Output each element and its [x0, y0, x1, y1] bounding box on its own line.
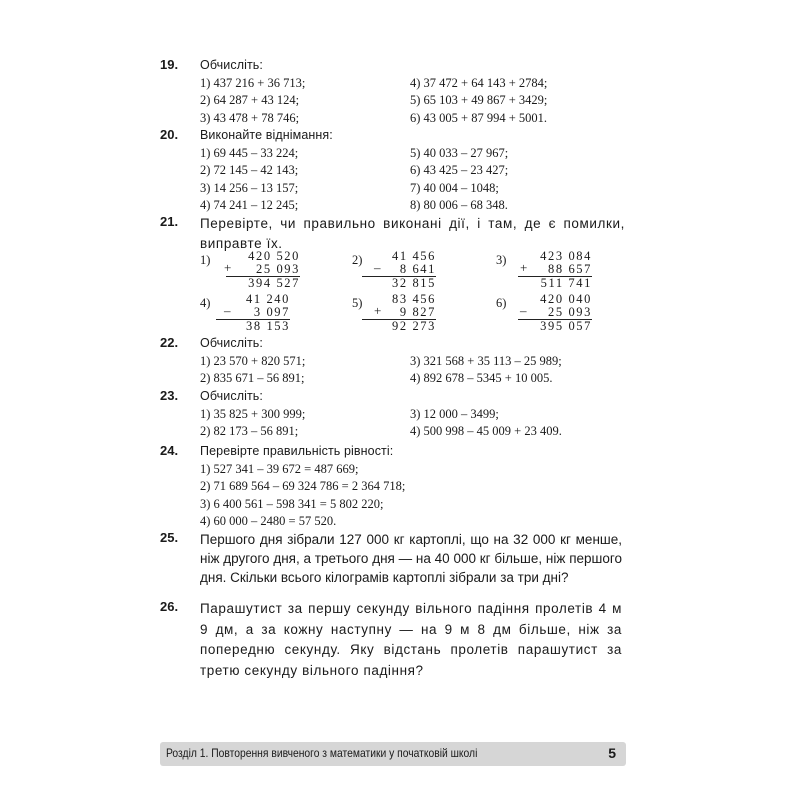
task-item: 1) 35 825 + 300 999; [200, 406, 306, 421]
operand-bottom: 88 657 [518, 263, 592, 277]
task-item: 7) 40 004 – 1048; [410, 180, 499, 195]
task-title: Обчисліть: [200, 58, 263, 72]
task-item: 3) 6 400 561 – 598 341 = 5 802 220; [200, 496, 384, 511]
operand-bottom: 25 093 [518, 306, 592, 320]
task-text: Парашутист за першу секунду вільного падіння пролетів 4 м 9 дм, а за кожну наступну — на 9 м 8 дм більше, ніж за попередню секунду. Яку відстань пролетів парашутист за третю секунду вільного падіння? [200, 601, 622, 678]
task-number: 20. [160, 127, 179, 142]
task-item: 2) 71 689 564 – 69 324 786 = 2 364 718; [200, 479, 406, 493]
operand-bottom: 9 827 [362, 306, 436, 320]
task-number: 26. [160, 599, 179, 614]
item-label: 5) [352, 296, 363, 310]
task-title: Виконайте віднімання: [200, 128, 333, 142]
task-item: 4) 500 998 – 45 009 + 23 409. [410, 424, 562, 438]
section-title: Розділ 1. Повторення вивченого з математики у початковій школі [166, 746, 478, 760]
task-number: 24. [160, 443, 179, 458]
task-item: 1) 23 570 + 820 571; [200, 353, 306, 368]
result: 38 153 [246, 319, 290, 333]
item-label: 4) [200, 296, 211, 310]
task-item: 1) 437 216 + 36 713; [200, 75, 306, 90]
operation-sign: + [224, 260, 232, 275]
operation-sign: + [374, 303, 382, 318]
task-20 [160, 127, 630, 215]
task-title: Обчисліть: [200, 336, 263, 350]
task-item: 8) 80 006 – 68 348. [410, 198, 508, 212]
result: 511 741 [540, 276, 592, 290]
operand-top: 41 240 [246, 292, 290, 306]
task-item: 2) 64 287 + 43 124; [200, 93, 300, 107]
task-number: 23. [160, 388, 179, 403]
task-item: 3) 12 000 – 3499; [410, 406, 499, 421]
task-25 [160, 530, 630, 587]
operation-sign: – [374, 260, 381, 275]
task-number: 21. [160, 214, 179, 229]
page-footer [160, 742, 626, 766]
task-26 [160, 599, 630, 681]
task-item: 4) 37 472 + 64 143 + 2784; [410, 75, 548, 90]
operand-bottom: 25 093 [226, 263, 300, 277]
task-item: 4) 60 000 – 2480 = 57 520. [200, 514, 337, 528]
task-item: 5) 40 033 – 27 967; [410, 145, 509, 160]
operand-top: 420 520 [248, 249, 300, 263]
task-item: 4) 892 678 – 5345 + 10 005. [410, 371, 553, 385]
task-19 [160, 57, 630, 127]
task-number: 19. [160, 57, 179, 72]
item-label: 3) [496, 253, 507, 267]
operand-top: 423 084 [540, 249, 592, 263]
task-24 [160, 443, 630, 531]
operand-top: 83 456 [392, 292, 436, 306]
task-22 [160, 335, 630, 388]
item-label: 6) [496, 296, 507, 310]
task-number: 25. [160, 530, 179, 545]
task-item: 6) 43 425 – 23 427; [410, 163, 509, 177]
operand-bottom: 3 097 [216, 306, 290, 320]
item-label: 2) [352, 253, 363, 267]
task-item: 2) 82 173 – 56 891; [200, 424, 299, 438]
task-item: 1) 69 445 – 33 224; [200, 145, 299, 160]
operand-top: 41 456 [392, 249, 436, 263]
task-item: 2) 72 145 – 42 143; [200, 163, 299, 177]
task-item: 6) 43 005 + 87 994 + 5001. [410, 110, 548, 125]
task-item: 3) 43 478 + 78 746; [200, 110, 300, 125]
result: 32 815 [392, 276, 436, 290]
operand-top: 420 040 [540, 292, 592, 306]
task-item: 3) 321 568 + 35 113 – 25 989; [410, 353, 562, 368]
task-title: Перевірте, чи правильно виконані дії, і там, де є помилки, виправте їх. [200, 216, 625, 251]
task-text: Першого дня зібрали 127 000 кг картоплі, що на 32 000 кг менше, ніж другого дня, а третього дня — на 40 000 кг більше, ніж першого дня. Скільки всього кілограмів картоплі зібрали за три дні? [200, 532, 622, 585]
operation-sign: – [224, 303, 231, 318]
result: 92 273 [392, 319, 436, 333]
task-item: 1) 527 341 – 39 672 = 487 669; [200, 461, 359, 476]
task-item: 5) 65 103 + 49 867 + 3429; [410, 93, 548, 107]
operation-sign: + [520, 260, 528, 275]
task-item: 2) 835 671 – 56 891; [200, 371, 305, 385]
task-title: Перевірте правильність рівності: [200, 444, 394, 458]
task-title: Обчисліть: [200, 389, 263, 403]
operand-bottom: 8 641 [362, 263, 436, 277]
result: 394 527 [248, 276, 300, 290]
task-item: 3) 14 256 – 13 157; [200, 180, 299, 195]
task-23 [160, 388, 630, 441]
task-item: 4) 74 241 – 12 245; [200, 198, 299, 212]
item-label: 1) [200, 253, 211, 267]
operation-sign: – [520, 303, 527, 318]
page-number: 5 [608, 745, 616, 761]
task-21 [160, 214, 630, 253]
task-number: 22. [160, 335, 179, 350]
result: 395 057 [540, 319, 592, 333]
